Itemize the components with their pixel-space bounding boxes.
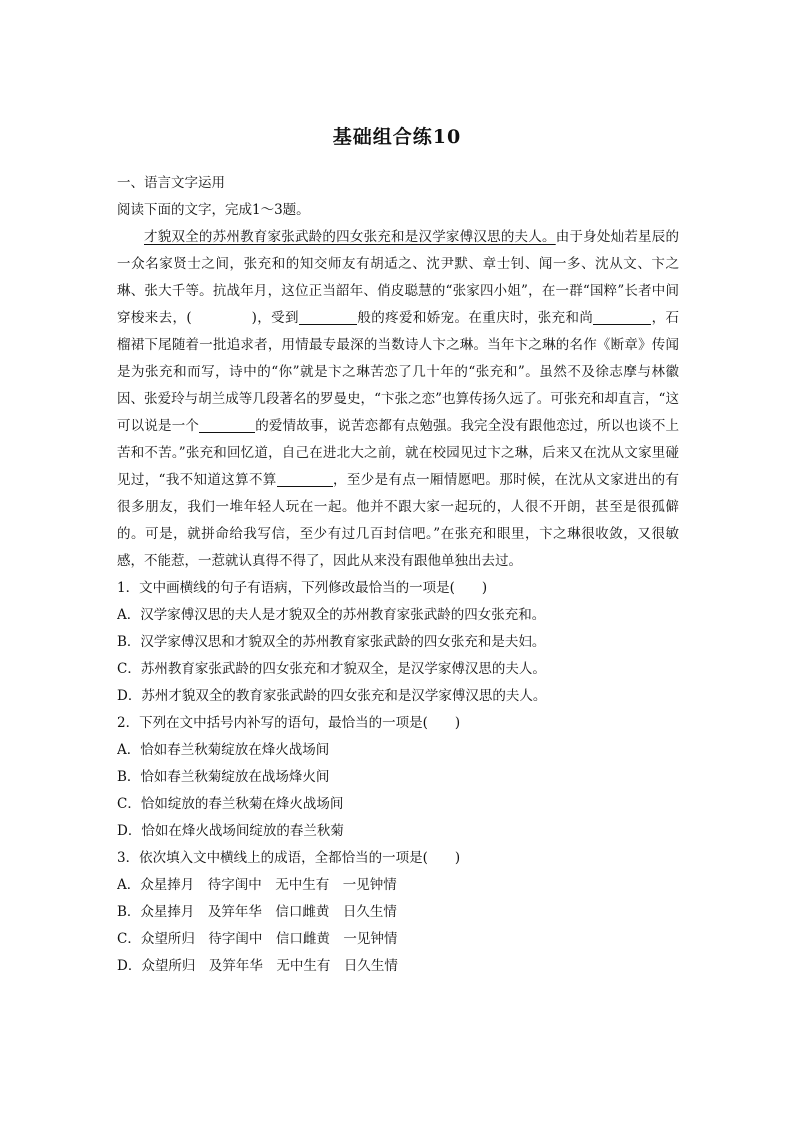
option-d: D．众望所归 及笄年华 无中生有 日久生情	[117, 958, 398, 974]
question-stem: 3．依次填入文中横线上的成语，全都恰当的一项是( )	[117, 850, 461, 866]
passage-text-1: 由于身处灿若星辰的一众名家贤士之间，张充和的知交师友有胡适之、沈尹默、章士钊、闻一多、沈从文、卞之琳、张大千等。抗战年月，这位正当韶年、俏皮聪慧的“张家四小姐”，在一群“国粹”长者中间穿梭来去，(	[117, 229, 680, 326]
passage-text-4: ，石榴裙下尾随着一批追求者，用情最专最深的当数诗人卞之琳。当年卞之琳的名作《断章》传闻是为张充和而写，诗中的“你”就是卞之琳苦恋了几十年的“张充和”。虽然不及徐志摩与林徽因、张爱玲与胡兰成等几段著名的罗曼史，“卞张之恋”也算传扬久远了。可张充和却直言，“这可以说是一个	[117, 310, 679, 434]
section-heading: 一、语言文字运用	[117, 175, 225, 191]
option-d: D．恰如在烽火战场间绽放的春兰秋菊	[117, 823, 344, 839]
underlined-sentence: 才貌双全的苏州教育家张武龄的四女张充和是汉学家傅汉思的夫人。	[144, 229, 556, 245]
page-title: 基础组合练10	[332, 126, 462, 148]
option-c: C．苏州教育家张武龄的四女张充和才貌双全，是汉学家傅汉思的夫人。	[117, 661, 546, 677]
question-stem: 2．下列在文中括号内补写的语句，最恰当的一项是( )	[117, 715, 461, 731]
question-3	[117, 845, 679, 980]
passage-text-2: )，受到	[251, 310, 299, 326]
question-1	[117, 575, 679, 710]
passage-text-3: 般的疼爱和娇宠。在重庆时，张充和尚	[356, 310, 594, 326]
passage-text-6: ，至少是有点一厢情愿吧。那时候，在沈从文家进出的有很多朋友，我们一堆年轻人玩在一起。他并不跟大家一起玩的，人很不开朗，甚至是很孤僻的。可是，就拼命给我写信，至少有过几百封信吧。”在张充和眼里，卞之琳很收敛，又很敏感，不能惹，一惹就认真得不得了，因此从来没有跟他单独出去过。	[117, 472, 680, 569]
fill-blank-2	[593, 308, 651, 325]
option-b: B．汉学家傅汉思和才貌双全的苏州教育家张武龄的四女张充和是夫妇。	[117, 634, 546, 650]
question-stem: 1．文中画横线的句子有语病，下列修改最恰当的一项是( )	[117, 580, 488, 596]
fill-blank-1	[299, 308, 357, 325]
option-a: A．恰如春兰秋菊绽放在烽火战场间	[117, 742, 330, 758]
option-d: D．苏州才貌双全的教育家张武龄的四女张充和是汉学家傅汉思的夫人。	[117, 688, 547, 704]
passage-text-5: 的爱情故事，说苦恋都有点勉强。我完全没有跟他恋过，所以也谈不上苦和不苦。”张充和回忆道，自己在进北大之前，就在校园见过卞之琳，后来又在沈从文家里碰见过，“我不知道这算不算	[117, 418, 680, 488]
option-c: C．众望所归 待字闺中 信口雌黄 一见钟情	[117, 931, 398, 947]
fill-blank-4	[277, 470, 333, 487]
option-a: A．众星捧月 待字闺中 无中生有 一见钟情	[117, 877, 397, 893]
option-a: A．汉学家傅汉思的夫人是才貌双全的苏州教育家张武龄的四女张充和。	[117, 607, 546, 623]
document-body	[117, 170, 679, 980]
fill-blank-3	[199, 416, 255, 433]
option-b: B．众星捧月 及笄年华 信口雌黄 日久生情	[117, 904, 397, 920]
instruction: 阅读下面的文字，完成1～3题。	[117, 202, 310, 218]
option-c: C．恰如绽放的春兰秋菊在烽火战场间	[117, 796, 344, 812]
reading-passage	[117, 224, 679, 575]
question-2	[117, 710, 679, 845]
option-b: B．恰如春兰秋菊绽放在战场烽火间	[117, 769, 330, 785]
